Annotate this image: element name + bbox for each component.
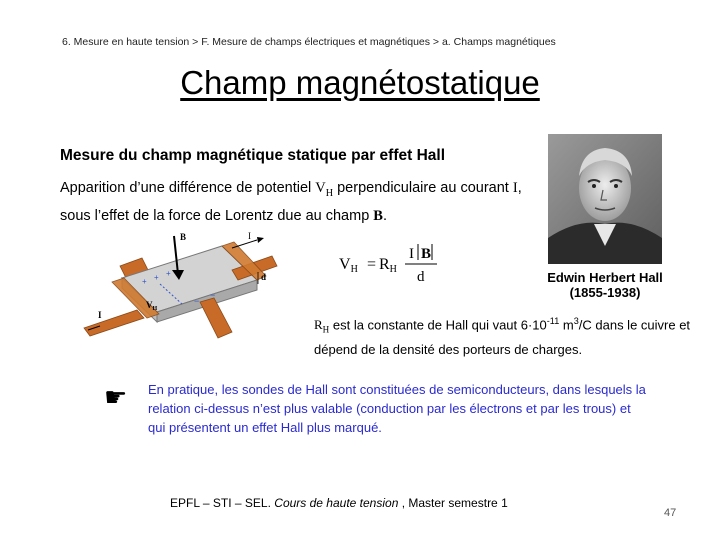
label-i-left: I	[98, 310, 102, 320]
footer-course: Cours de haute tension	[274, 496, 399, 510]
formula-coefficient: RH	[379, 256, 397, 275]
portrait-years: (1855-1938)	[569, 285, 641, 300]
page-number: 47	[664, 507, 677, 519]
vh-symbol	[315, 180, 334, 199]
intro-paragraph	[60, 177, 540, 227]
hall-formula	[335, 238, 455, 288]
current-arrowhead-top	[257, 237, 264, 243]
practical-note: En pratique, les sondes de Hall sont constituées de semiconducteurs, dans lesquels la relation ci-dessus n’est plus valable (conduction par les électrons et par les trous) et qui présentent un effet Hall plus marqué.	[148, 382, 646, 435]
minus-charge-1: −	[194, 296, 200, 306]
label-vh: $V_H$	[146, 300, 158, 312]
rh-exponent-1: -11	[546, 316, 560, 326]
label-b: B	[180, 232, 187, 242]
rh-text-2: m	[559, 317, 574, 333]
formula-lhs: VH	[339, 256, 358, 275]
field-symbol: B	[373, 207, 383, 224]
rh-symbol: $R_H$	[314, 317, 330, 335]
vh-sub: H	[325, 187, 334, 199]
page-title: Champ magnétostatique	[180, 64, 540, 101]
intro-part3: , sous l’effet de la force de Lorentz due au champ	[60, 180, 522, 224]
formula-equals: =	[367, 256, 377, 273]
portrait-caption	[530, 270, 680, 300]
portrait-name: Edwin Herbert Hall	[547, 270, 663, 285]
formula-numerator-i: I	[409, 246, 414, 262]
intro-part1: Apparition d’une différence de potentiel	[60, 180, 316, 196]
rh-exponent-2: 3	[573, 316, 579, 326]
formula-numerator-b: B	[421, 246, 432, 262]
left-current-lead	[84, 310, 144, 336]
portrait-edwin-hall	[548, 134, 662, 264]
breadcrumb: 6. Mesure en haute tension > F. Mesure de champs électriques et magnétiques > a. Champs magnétiques	[62, 36, 556, 48]
intro-part4: .	[382, 207, 387, 224]
formula-denominator: d	[417, 269, 425, 285]
plus-charge-2: +	[154, 273, 159, 282]
plus-charge-3: +	[166, 269, 171, 278]
rh-text-3: /C dans le cuivre et dépend de la densité des porteurs de charges.	[314, 317, 691, 357]
footer-prefix: EPFL – STI – SEL.	[170, 496, 275, 510]
hall-constant-description	[314, 311, 704, 360]
label-d: d	[261, 272, 267, 282]
hall-effect-diagram	[82, 228, 282, 346]
current-symbol: I	[512, 180, 518, 196]
pointing-hand-icon: ☛	[104, 382, 128, 412]
footer-suffix: , Master semestre 1	[398, 496, 508, 510]
section-subtitle: Mesure du champ magnétique statique par effet Hall	[60, 147, 445, 164]
plus-charge-1: +	[142, 277, 147, 286]
label-i-top: I	[248, 231, 251, 241]
minus-charge-2: −	[210, 290, 216, 300]
footer	[170, 496, 508, 510]
intro-part2: perpendiculaire au courant	[333, 180, 513, 196]
rh-text-1: est la constante de Hall qui vaut 6·10	[329, 317, 547, 333]
vh-main: V	[315, 180, 326, 196]
front-voltage-lead	[200, 298, 232, 338]
